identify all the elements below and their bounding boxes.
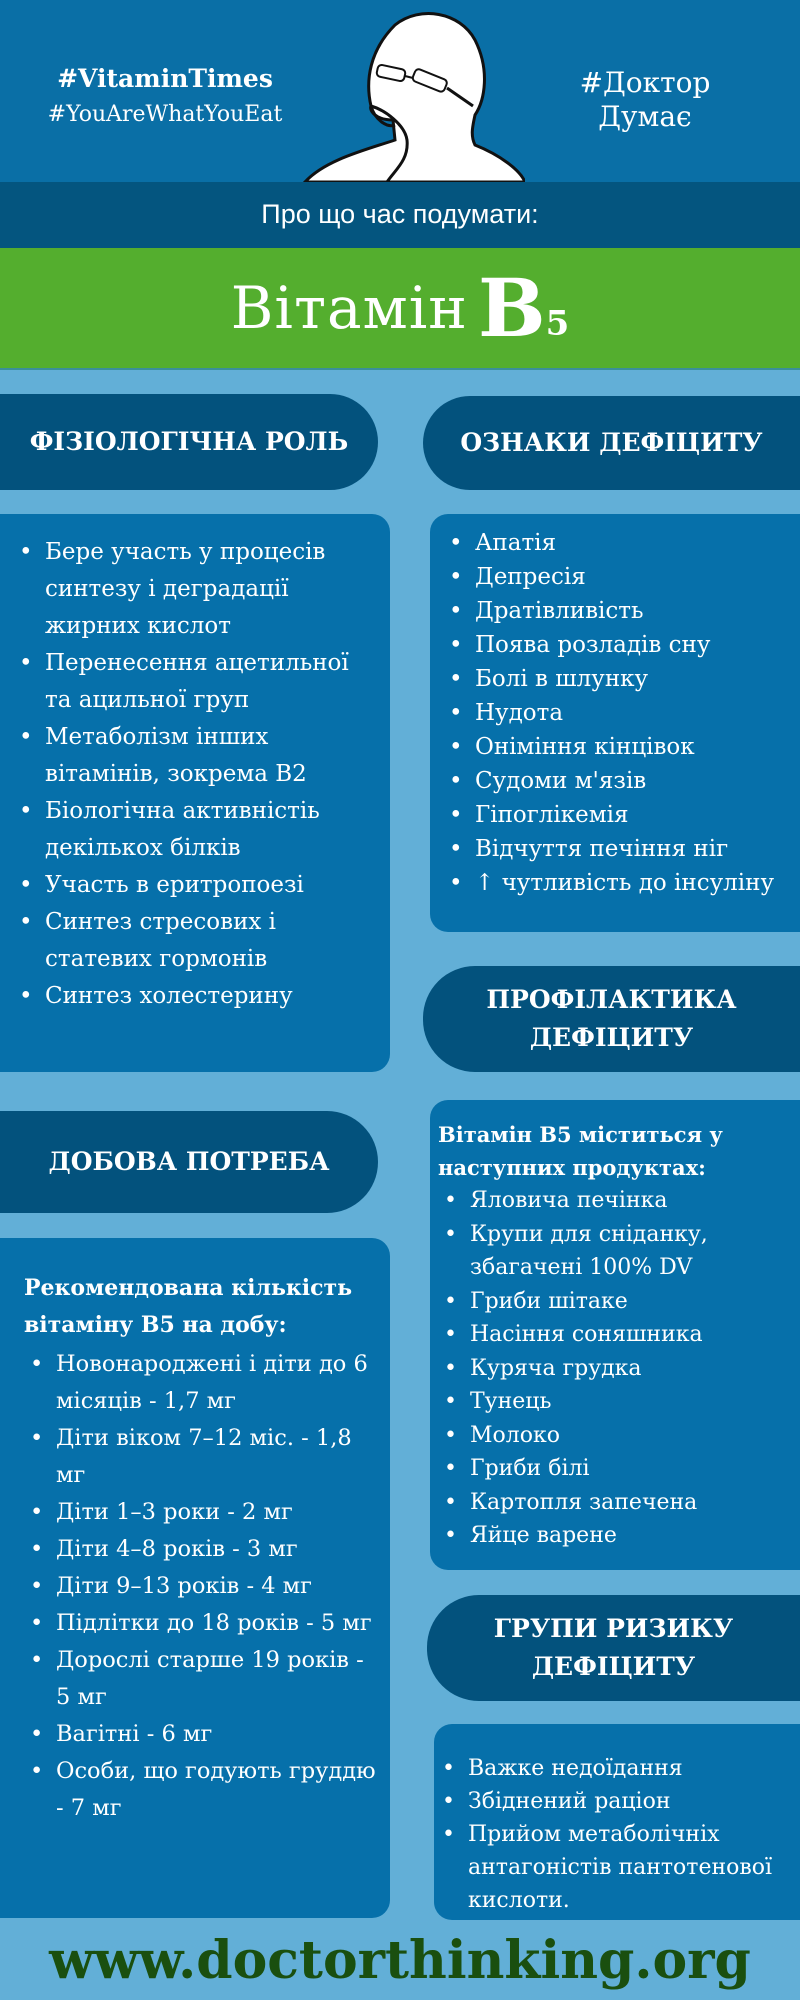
hashtag-vitamin-times: #VitaminTimes <box>57 64 273 93</box>
list-item: • Молоко <box>470 1419 800 1453</box>
list-item: • Синтез стресових і статевих гормонів <box>45 904 375 978</box>
physiological-role-box <box>0 514 390 1072</box>
daily-requirement-box <box>0 1238 390 1918</box>
list-item: • Метаболізм інших вітамінів, зокрема B2 <box>45 719 375 793</box>
list-item: • Особи, що годують груддю - 7 мг <box>56 1753 376 1827</box>
list-item: • Діти віком 7–12 міс. - 1,8 мг <box>56 1420 376 1494</box>
list-item: • Крупи для сніданку, збагачені 100% DV <box>470 1218 800 1285</box>
list-item: • Бере участь у процесів синтезу і деградації жирних кислот <box>45 534 375 645</box>
list-item: • Яловича печінка <box>470 1184 800 1218</box>
list-item: • Важке недоїдання <box>468 1752 800 1785</box>
thinking-doctor-icon <box>295 10 525 182</box>
list-item: • Біологічна активністіь декількох білків <box>45 793 375 867</box>
list-item: • Картопля запечена <box>470 1486 800 1520</box>
title-word: Вітамін <box>230 274 468 342</box>
list-item: • Відчуття печіння ніг <box>475 832 774 866</box>
daily-requirement-heading: ДОБОВА ПОТРЕБА <box>0 1111 378 1213</box>
daily-requirement-list <box>56 1346 376 1827</box>
list-item: • Болі в шлунку <box>475 662 774 696</box>
physiological-role-heading: ФІЗІОЛОГІЧНА РОЛЬ <box>0 394 378 490</box>
deficiency-signs-list <box>475 526 774 900</box>
list-item: • Гриби білі <box>470 1452 800 1486</box>
hashtag-you-are-what-you-eat: #YouAreWhatYouEat <box>47 102 283 127</box>
list-item: • Насіння соняшника <box>470 1318 800 1352</box>
title-banner <box>0 248 800 370</box>
list-item: • Синтез холестерину <box>45 978 375 1015</box>
list-item: • Оніміння кінцівок <box>475 730 774 764</box>
prevention-box <box>430 1100 800 1570</box>
list-item: • Поява розладів сну <box>475 628 774 662</box>
prevention-heading: ПРОФІЛАКТИКА ДЕФІЦИТУ <box>423 966 800 1072</box>
list-item: • ↑ чутливість до інсуліну <box>475 866 774 900</box>
list-item: • Діти 4–8 років - 3 мг <box>56 1531 376 1568</box>
list-item: • Судоми м'язів <box>475 764 774 798</box>
list-item: • Участь в еритропоезі <box>45 867 375 904</box>
list-item: • Дорослі старше 19 років - 5 мг <box>56 1642 376 1716</box>
subtitle-bar: Про що час подумати: <box>0 182 800 248</box>
hashtag-doctor-thinks: #Доктор Думає <box>579 66 711 133</box>
risk-groups-list <box>468 1752 800 1917</box>
list-item: • Підлітки до 18 років - 5 мг <box>56 1605 376 1642</box>
list-item: • Прийом метаболічніх антагоністів пантотенової кислоти. <box>468 1818 800 1917</box>
list-item: • Дратівливість <box>475 594 774 628</box>
list-item: • Яйце варене <box>470 1519 800 1553</box>
list-item: • Гриби шітаке <box>470 1285 800 1319</box>
list-item: • Апатія <box>475 526 774 560</box>
prevention-intro: Вітамін B5 міститься у наступних продуктах: <box>438 1122 723 1180</box>
list-item: • Збіднений раціон <box>468 1785 800 1818</box>
website-url-link[interactable]: www.doctorthinking.org <box>49 1930 751 1991</box>
header-banner <box>0 0 800 182</box>
list-item: • Гіпоглікемія <box>475 798 774 832</box>
list-item: • Новонароджені і діти до 6 місяців - 1,7 мг <box>56 1346 376 1420</box>
risk-groups-box <box>434 1724 800 1920</box>
list-item: • Діти 1–3 роки - 2 мг <box>56 1494 376 1531</box>
list-item: • Тунець <box>470 1385 800 1419</box>
list-item: • Перенесення ацетильної та ацильної груп <box>45 645 375 719</box>
title-letter: B <box>477 261 546 355</box>
deficiency-signs-box <box>430 514 800 932</box>
physiological-role-list <box>45 534 375 1015</box>
list-item: • Нудота <box>475 696 774 730</box>
deficiency-signs-heading: ОЗНАКИ ДЕФІЦИТУ <box>423 396 800 490</box>
list-item: • Діти 9–13 років - 4 мг <box>56 1568 376 1605</box>
list-item: • Вагітні - 6 мг <box>56 1716 376 1753</box>
title-subscript: 5 <box>545 303 570 344</box>
daily-requirement-intro: Рекомендована кількість вітаміну B5 на добу: <box>24 1275 353 1338</box>
risk-groups-heading: ГРУПИ РИЗИКУ ДЕФІЦИТУ <box>427 1595 800 1701</box>
prevention-food-list <box>470 1184 800 1553</box>
list-item: • Депресія <box>475 560 774 594</box>
list-item: • Куряча грудка <box>470 1352 800 1386</box>
